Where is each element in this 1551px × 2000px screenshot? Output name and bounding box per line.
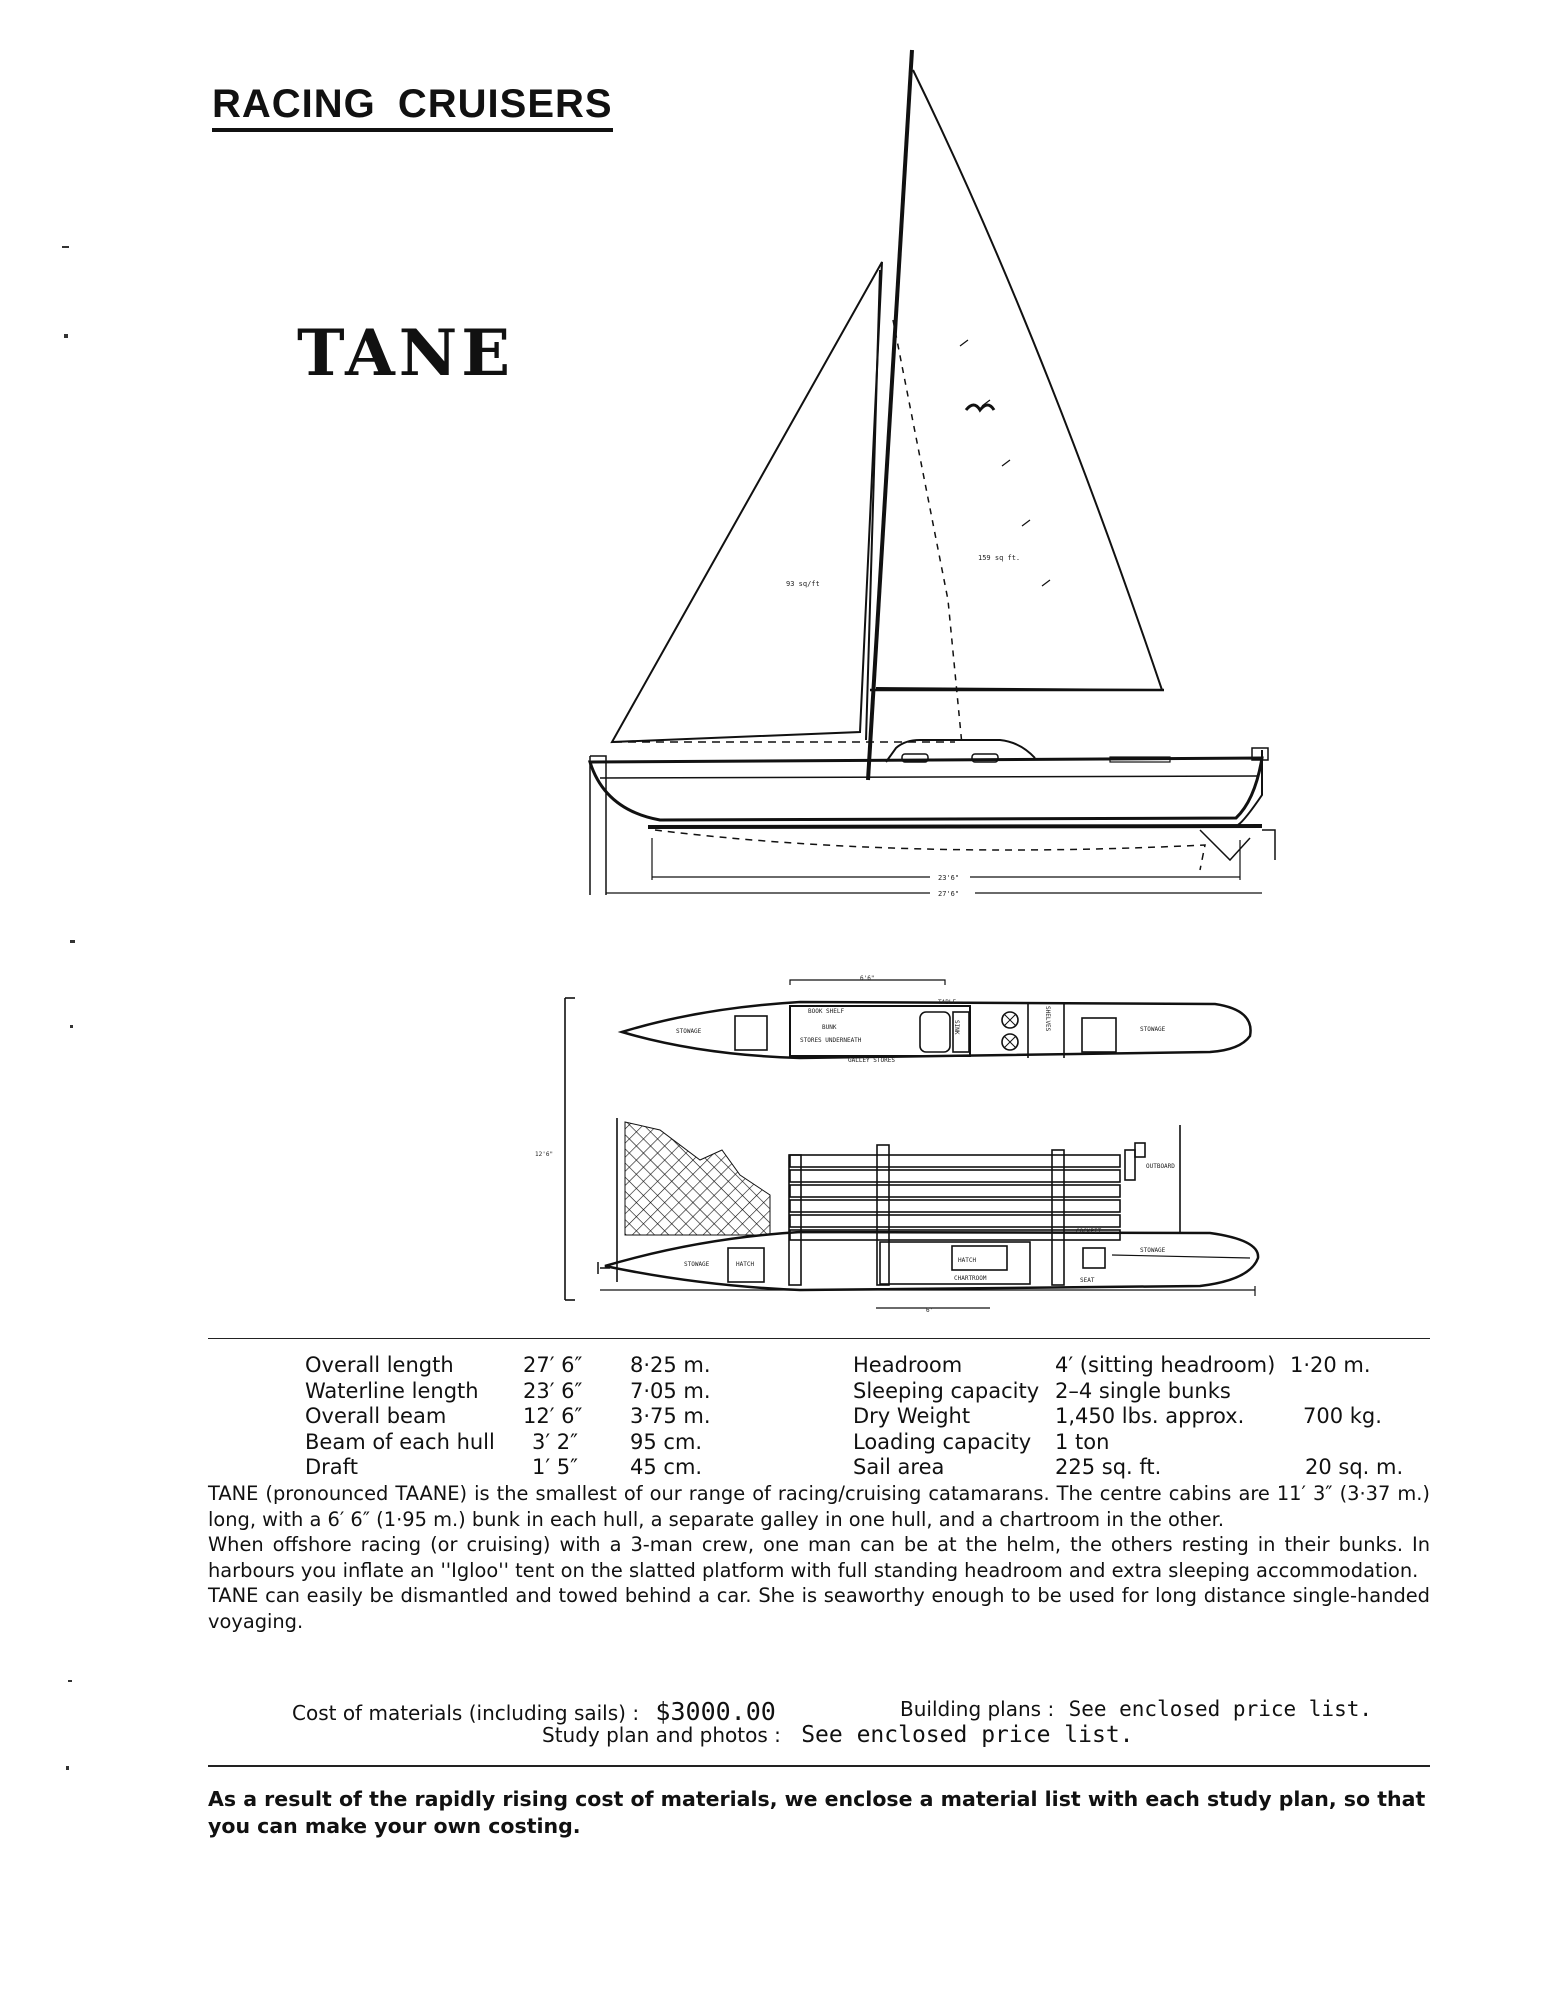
spec-metric: 45 cm.	[630, 1455, 703, 1479]
stowage-label-right: STOWAGE	[1140, 1026, 1166, 1033]
description-paragraph: TANE can easily be dismantled and towed behind a car. She is seaworthy enough to be used for long distance single-handed voyaging.	[208, 1584, 1430, 1633]
hull-plan-top	[622, 1002, 1251, 1058]
spec-label: Beam of each hull	[305, 1429, 495, 1454]
spec-label: Headroom	[853, 1353, 963, 1377]
stowage-label-cat-left: STOWAGE	[684, 1261, 710, 1268]
margin-mark	[70, 1025, 73, 1028]
section-heading: RACING CRUISERS	[212, 82, 613, 132]
spec-label: Overall length	[305, 1353, 454, 1377]
building-plans-value: See enclosed price list.	[1068, 1697, 1372, 1721]
bunk-label: BUNK	[822, 1024, 837, 1031]
spec-label: Waterline length	[305, 1378, 479, 1403]
mainsail	[876, 70, 1162, 690]
spec-value: 225 sq. ft.	[1055, 1455, 1162, 1479]
main-area-label: 159 sq ft.	[978, 554, 1021, 562]
stowage-label-cat-right: STOWAGE	[1140, 1247, 1166, 1254]
divider-bottom	[208, 1765, 1430, 1767]
spec-metric: 700 kg.	[1303, 1404, 1382, 1428]
spec-label: Dry Weight	[853, 1404, 971, 1428]
table-label: TABLE	[938, 999, 957, 1006]
shelves-label: SHELVES	[1044, 1006, 1051, 1032]
stores-label: STORES UNDERNEATH	[800, 1037, 862, 1044]
cabin-dim-label: 6'6"	[860, 975, 875, 982]
stowage-label-left: STOWAGE	[676, 1028, 702, 1035]
spec-metric: 20 sq. m.	[1305, 1455, 1404, 1479]
jib	[612, 262, 882, 742]
spec-imperial: 27′ 6″	[523, 1353, 583, 1377]
spec-imperial: 1′ 5″	[532, 1455, 579, 1479]
spec-label: Sleeping capacity	[853, 1378, 1040, 1403]
description	[208, 1481, 1430, 1635]
spec-metric: 7·05 m.	[630, 1378, 711, 1403]
margin-mark	[68, 1680, 72, 1682]
description-paragraph: TANE (pronounced TAANE) is the smallest of our range of racing/cruising catamarans. The centre cabins are 11′ 3″ (3·37 m.) long, with a 6′ 6″ (1·95 m.) bunk in each hull, a separate galley in one hull, and a chartroom in the other.	[208, 1482, 1430, 1531]
spec-value: 1 ton	[1055, 1429, 1110, 1454]
study-plan-row	[542, 1722, 1134, 1748]
study-plan-value: See enclosed price list.	[801, 1722, 1134, 1748]
slatted-platform	[790, 1155, 1120, 1240]
jib-area-label: 93 sq/ft	[786, 580, 820, 588]
divider-top	[208, 1338, 1430, 1339]
description-paragraph: When offshore racing (or cruising) with a 3-man crew, one man can be at the helm, the others resting in their bunks. In harbours you inflate an ''Igloo'' tent on the slatted platform with full standing headroom and extra sleeping accommodation.	[208, 1533, 1430, 1582]
sail-emblem	[966, 405, 994, 410]
spec-label: Loading capacity	[853, 1429, 1032, 1454]
spec-metric: 1·20 m.	[1290, 1353, 1371, 1377]
cost-notice: As a result of the rapidly rising cost of materials, we enclose a material list with each study plan, so that you can make your own costing.	[208, 1787, 1426, 1838]
cockpit-label: COCKPIT	[1076, 1228, 1102, 1235]
margin-mark	[66, 1766, 69, 1770]
hull	[590, 758, 1262, 820]
spec-value: 4′ (sitting headroom)	[1055, 1353, 1276, 1377]
outboard-label: OUTBOARD	[1146, 1163, 1175, 1170]
cost-label: Cost of materials (including sails) :	[292, 1701, 640, 1725]
hull-plan-bottom	[605, 1232, 1258, 1290]
spec-imperial: 23′ 6″	[523, 1378, 583, 1403]
overall-dim-label: 27'6"	[938, 890, 960, 898]
study-plan-label: Study plan and photos :	[542, 1723, 781, 1747]
spec-metric: 95 cm.	[630, 1429, 703, 1454]
hatch-label: HATCH	[736, 1261, 755, 1268]
beam-dim-label: 12'6"	[535, 1151, 554, 1158]
spec-label: Overall beam	[305, 1404, 447, 1428]
spec-label: Sail area	[853, 1455, 945, 1479]
spec-imperial: 12′ 6″	[523, 1404, 583, 1428]
waterline-dim-label: 23'6"	[938, 874, 960, 882]
sail-plan-drawing	[0, 0, 1551, 920]
boat-name: TANE	[297, 316, 515, 391]
sink-label: SINK	[953, 1020, 960, 1035]
cost-value: $3000.00	[655, 1697, 776, 1726]
spec-metric: 8·25 m.	[630, 1353, 711, 1377]
netting	[625, 1122, 770, 1235]
slat-dim-label: 6'	[926, 1307, 934, 1314]
waterline	[648, 826, 1262, 827]
spec-metric: 3·75 m.	[630, 1404, 711, 1428]
book-shelf-label: BOOK SHELF	[808, 1008, 845, 1015]
hatch-label-2: HATCH	[958, 1257, 977, 1264]
building-plans-label: Building plans :	[900, 1697, 1055, 1721]
specs-table	[305, 1353, 1405, 1483]
building-plans-row	[900, 1697, 1372, 1721]
spec-value: 2–4 single bunks	[1055, 1378, 1231, 1403]
spec-imperial: 3′ 2″	[532, 1429, 579, 1454]
spec-label: Draft	[305, 1455, 358, 1479]
margin-mark	[70, 940, 75, 943]
seat-label: SEAT	[1080, 1277, 1095, 1284]
galley-label: GALLEY STORES	[848, 1057, 895, 1064]
spec-value: 1,450 lbs. approx.	[1055, 1404, 1245, 1428]
chartroom-label: CHARTROOM	[954, 1275, 987, 1282]
